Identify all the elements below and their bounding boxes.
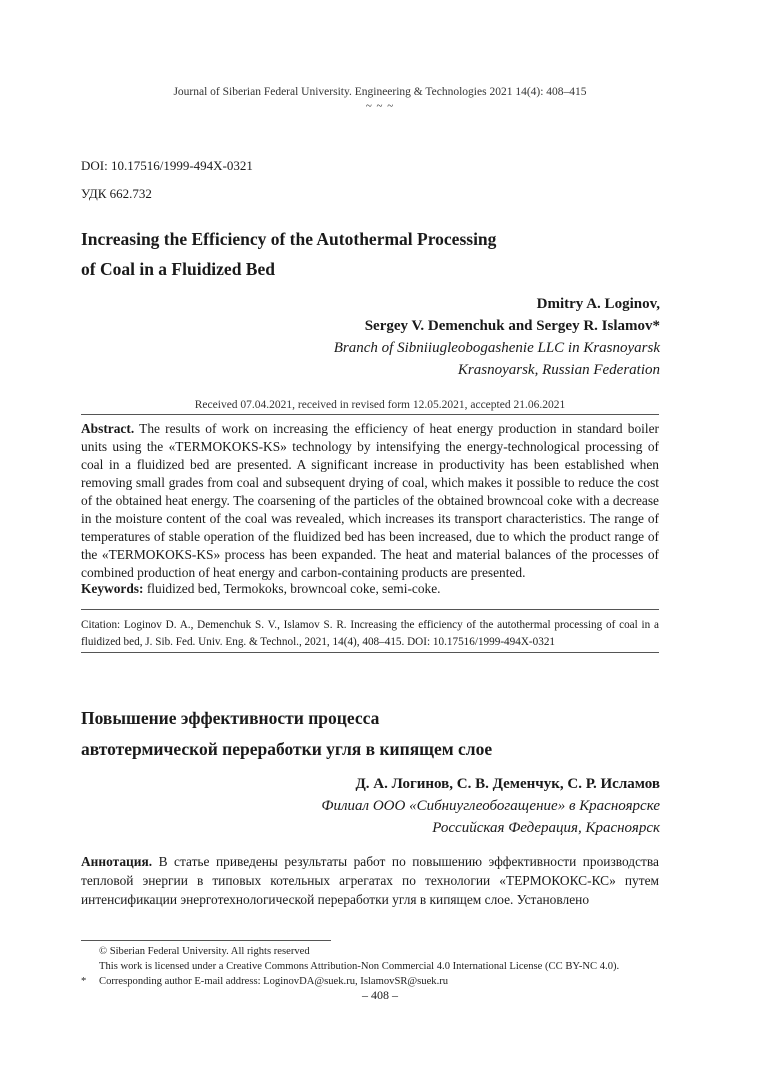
header-ornament: ~ ~ ~ — [365, 100, 395, 112]
author-loginov: Dmitry A. Loginov, — [536, 296, 660, 312]
udk: УДК 662.732 — [81, 186, 152, 201]
footnote-license: This work is licensed under a Creative Commons Attribution-Non Commercial 4.0 International License (CC BY-NC 4.0). — [99, 961, 620, 972]
title-russian-line2: автотермической переработки угля в кипящем слое — [81, 739, 493, 759]
abstract-russian-label: Аннотация. — [81, 854, 153, 869]
rule-bottom-citation — [81, 652, 659, 653]
rule-top-abstract — [81, 414, 659, 415]
citation: Citation: Loginov D. A., Demenchuk S. V., Islamov S. R. Increasing the efficiency of the autothermal processing of coal in a fluidized bed, J. Sib. Fed. Univ. Eng. & Technol., 2021, 14(4), 408–415. DOI: 10.17516/1999-494X-0321 — [81, 619, 659, 648]
abstract-label: Abstract. — [81, 421, 135, 436]
keywords-text: fluidized bed, Termokoks, browncoal coke, semi-coke. — [143, 581, 441, 596]
affiliation-russian-1: Филиал ООО «Сибниуглеобогащение» в Красноярске — [321, 798, 660, 814]
rule-top-citation — [81, 609, 659, 610]
footnote-corresponding-text: Corresponding author E-mail address: LoginovDA@suek.ru, IslamovSR@suek.ru — [99, 976, 449, 987]
affiliation-1: Branch of Sibniiugleobogashenie LLC in Krasnoyarsk — [333, 340, 660, 356]
title-russian-line1: Повышение эффективности процесса — [81, 708, 380, 728]
authors-english — [334, 293, 660, 381]
abstract-russian-text: В статье приведены результаты работ по повышению эффективности производства тепловой энергии в типовых котельных агрегатах по технологии «ТЕРМОКОКС-КС» путем интенсификации энерготехнологической переработки угля в кипящем слое. Установлено — [81, 854, 659, 907]
authors-russian-names: Д. А. Логинов, С. В. Деменчук, С. Р. Исламов — [355, 776, 660, 792]
authors-russian — [321, 773, 660, 839]
authors-demenchuk-islamov: Sergey V. Demenchuk and Sergey R. Islamov* — [364, 318, 660, 334]
abstract-russian — [81, 852, 659, 909]
footnote-asterisk: * — [81, 976, 87, 987]
title-english-line2: of Coal in a Fluidized Bed — [81, 259, 275, 279]
abstract-english — [81, 420, 659, 582]
footnote-rule — [81, 940, 331, 941]
affiliation-russian-2: Российская Федерация, Красноярск — [432, 820, 660, 836]
footnote-corresponding — [81, 974, 681, 989]
title-english — [81, 224, 641, 284]
doi: DOI: 10.17516/1999-494X-0321 — [81, 158, 253, 173]
footnote-copyright: © Siberian Federal University. All rights reserved — [99, 946, 310, 957]
title-russian — [81, 703, 659, 765]
keywords-label: Keywords: — [81, 581, 144, 596]
abstract-text: The results of work on increasing the efficiency of heat energy production in standard boiler units using the «TERMOKOKS-KS» technology by intensifying the energy-technological processing of coal in a fluidized bed are presented. A significant increase in productivity has been established when removing small grades from coal and subsequent drying of coal, which makes it possible to reduce the cost of the obtained heat energy. The coarsening of the particles of the obtained browncoal coke with a decrease in the moisture content of the coal was revealed, which increases its transport characteristics. The range of temperatures of stable operation of the fluidized bed has been increased, due to which the product range of the «TERMOKOKS-KS» process has been expanded. The heat and material balances of the processes of combined production of heat energy and carbon-containing products are presented. — [81, 421, 659, 580]
footnotes — [81, 944, 681, 989]
affiliation-2: Krasnoyarsk, Russian Federation — [457, 362, 660, 378]
page-number: – 408 – — [362, 988, 398, 1002]
title-english-line1: Increasing the Efficiency of the Autothermal Processing — [81, 229, 497, 249]
journal-header: Journal of Siberian Federal University. Engineering & Technologies 2021 14(4): 408–415 — [173, 86, 587, 98]
keywords — [81, 581, 659, 597]
received-dates: Received 07.04.2021, received in revised form 12.05.2021, accepted 21.06.2021 — [194, 399, 566, 411]
